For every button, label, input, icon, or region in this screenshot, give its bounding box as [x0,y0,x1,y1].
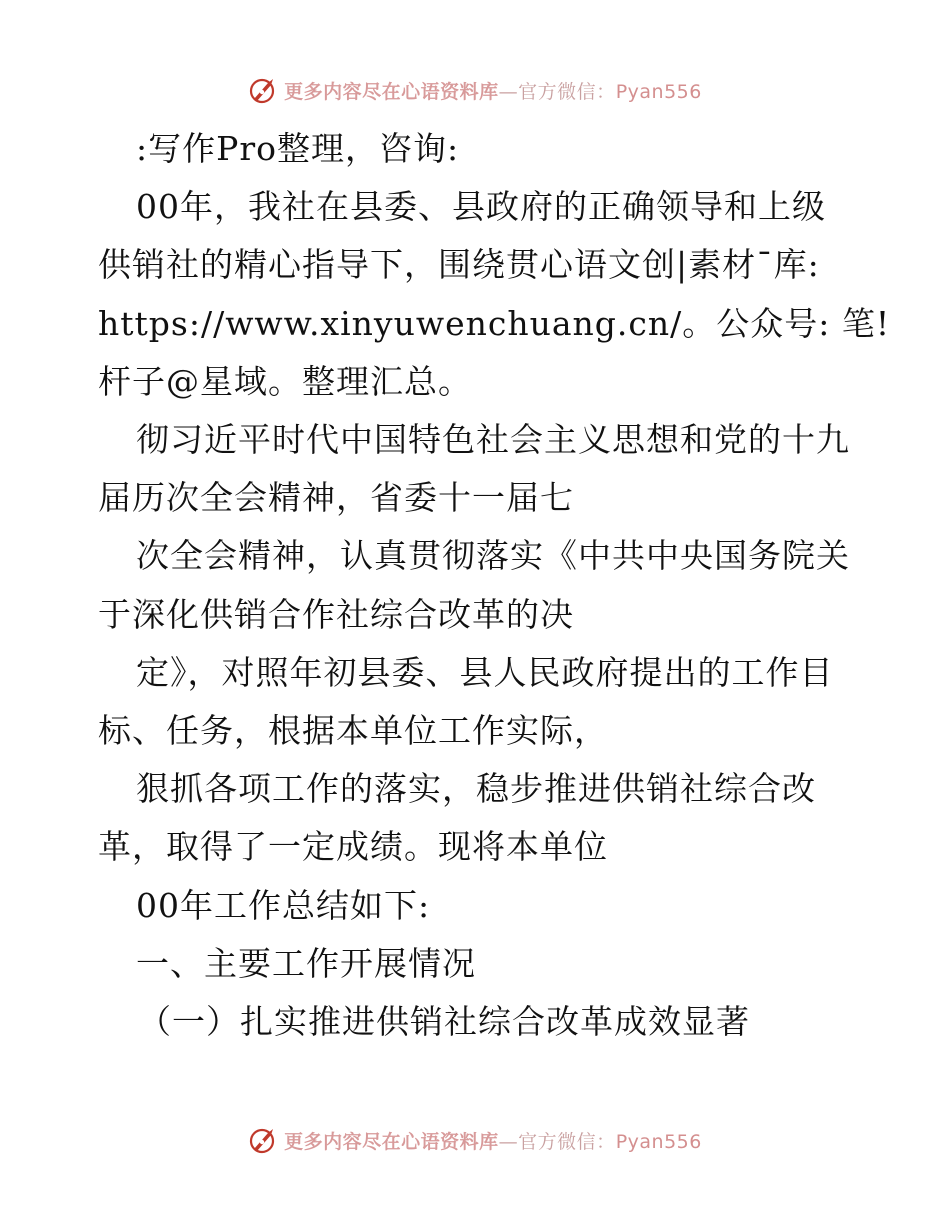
body-line-9: 于深化供销合作社综合改革的决 [98,594,574,634]
header-banner [0,72,950,108]
body-line-12: 狠抓各项工作的落实，稳步推进供销社综合改 [136,769,816,809]
body-line-3: 供销社的精心指导下，围绕贯心语文创|素材¯库: [98,245,820,285]
body-line-7: 届历次全会精神，省委十一届七 [98,478,574,518]
footer-banner-label: 官方微信： [518,1130,616,1153]
body-line-14: 00年工作总结如下: [136,885,431,925]
footer-banner-sep: — [498,1130,519,1153]
body-line-11: 标、任务，根据本单位工作实际， [98,711,608,751]
body-line-6: 彻习近平时代中国特色社会主义思想和党的十九 [136,420,850,460]
section-heading-1: 一、主要工作开展情况 [136,943,476,983]
pen-nib-logo-icon [248,1125,278,1155]
pen-nib-logo-icon [248,75,278,105]
header-banner-main: 更多内容尽在心语资料库 [284,80,499,103]
header-banner-text [284,77,702,104]
body-line-8: 次全会精神，认真贯彻落实《中共中央国务院关 [136,536,850,576]
document-body [98,120,891,1051]
footer-banner-wechat: Pyan556 [615,1130,702,1153]
header-banner-sep: — [498,80,519,103]
body-line-2: 00年，我社在县委、县政府的正确领导和上级 [136,187,826,227]
subsection-heading-1: （一）扎实推进供销社综合改革成效显著 [138,1002,750,1042]
body-line-10: 定》，对照年初县委、县人民政府提出的工作目 [136,652,834,692]
body-line-1: :写作Pro整理，咨询: [136,129,460,168]
body-line-4: https://www.xinyuwenchuang.cn/。公众号: 笔! [98,303,891,343]
footer-banner-text [284,1127,702,1154]
footer-banner [0,1122,950,1158]
footer-banner-main: 更多内容尽在心语资料库 [284,1130,499,1153]
body-line-5: 杆子@星域。整理汇总。 [98,361,472,401]
header-banner-wechat: Pyan556 [615,80,702,103]
body-line-13: 革，取得了一定成绩。现将本单位 [98,827,608,867]
header-banner-label: 官方微信： [518,80,616,103]
